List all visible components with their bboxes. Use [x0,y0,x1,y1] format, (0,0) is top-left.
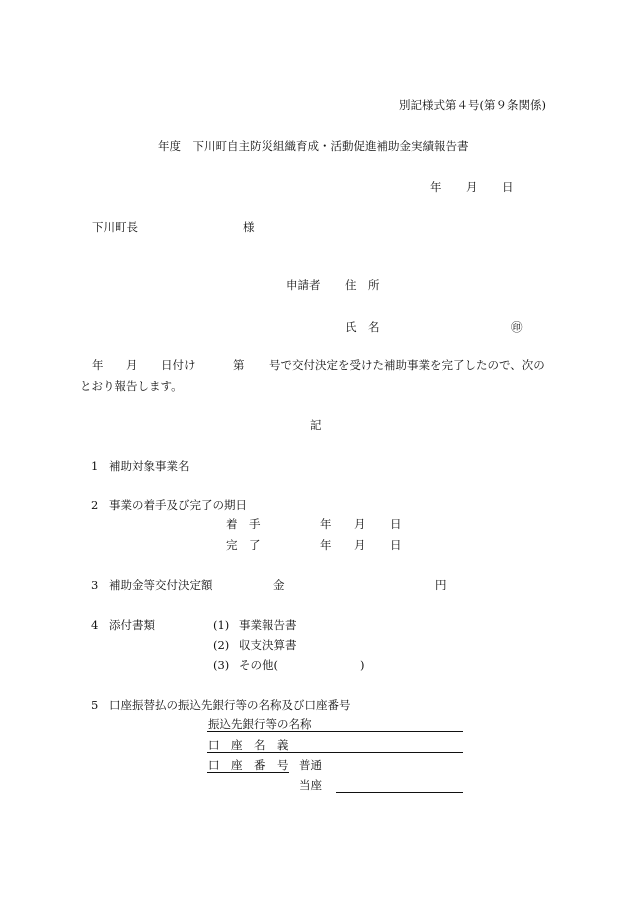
start-label: 着 手 [226,517,261,531]
touza-label: 当座 [299,778,322,792]
applicant-label: 申請者 [286,278,321,292]
body-line2: とおり報告します。 [80,379,183,393]
futsu-label: 普通 [299,758,322,772]
item-label: 補助対象事業名 [109,459,190,473]
bank-name-line [207,731,463,732]
item-number: 4 [91,618,99,632]
start-month: 月 [354,517,366,531]
doc-3-close: ) [360,658,365,672]
address-label: 住 所 [345,278,380,292]
body-dated: 日付け [161,358,196,372]
body-no: 第 [233,358,245,372]
date-year: 年 [430,180,442,194]
form-reference: 別記様式第４号(第９条関係) [399,98,546,112]
doc-1-name: 事業報告書 [239,618,297,632]
item-label: 口座振替払の振込先銀行等の名称及び口座番号 [109,698,351,712]
start-year: 年 [320,517,332,531]
document-title: 年度 下川町自主防災組織育成・活動促進補助金実績報告書 [158,139,469,153]
item-number: 1 [91,459,99,473]
account-number-label-underline [207,772,289,773]
account-number-label: 口 座 番 号 [208,758,289,772]
bank-name-label: 振込先銀行等の名称 [208,717,312,731]
item-label: 事業の着手及び完了の期日 [109,498,247,512]
doc-2-name: 収支決算書 [239,638,297,652]
end-year: 年 [320,538,332,552]
body-month: 月 [126,358,138,372]
addressee-name: 下川町長 [92,220,138,234]
item-label: 補助金等交付決定額 [109,578,213,592]
doc-3-num: (3) [213,658,230,672]
item-number: 2 [91,498,99,512]
end-month: 月 [354,538,366,552]
body-line1-rest: 号で交付決定を受けた補助事業を完了したので、次の [269,358,545,372]
item-label: 添付書類 [109,618,155,632]
item-number: 5 [91,698,99,712]
item-number: 3 [91,578,99,592]
doc-1-num: (1) [213,618,230,632]
kin-label: 金 [273,578,285,592]
date-day: 日 [502,180,514,194]
yen-label: 円 [435,578,447,592]
account-holder-label: 口 座 名 義 [208,738,289,752]
ki-heading: 記 [310,418,322,432]
doc-3-name: その他( [239,658,278,672]
start-day: 日 [390,517,402,531]
date-month: 月 [466,180,478,194]
end-day: 日 [390,538,402,552]
end-label: 完 了 [226,538,261,552]
body-year: 年 [92,358,104,372]
name-label: 氏 名 [345,320,380,334]
account-number-line [336,792,463,793]
doc-2-num: (2) [213,638,230,652]
account-holder-line [207,752,463,753]
seal-mark: ㊞ [511,320,523,334]
addressee-honorific: 様 [243,220,255,234]
